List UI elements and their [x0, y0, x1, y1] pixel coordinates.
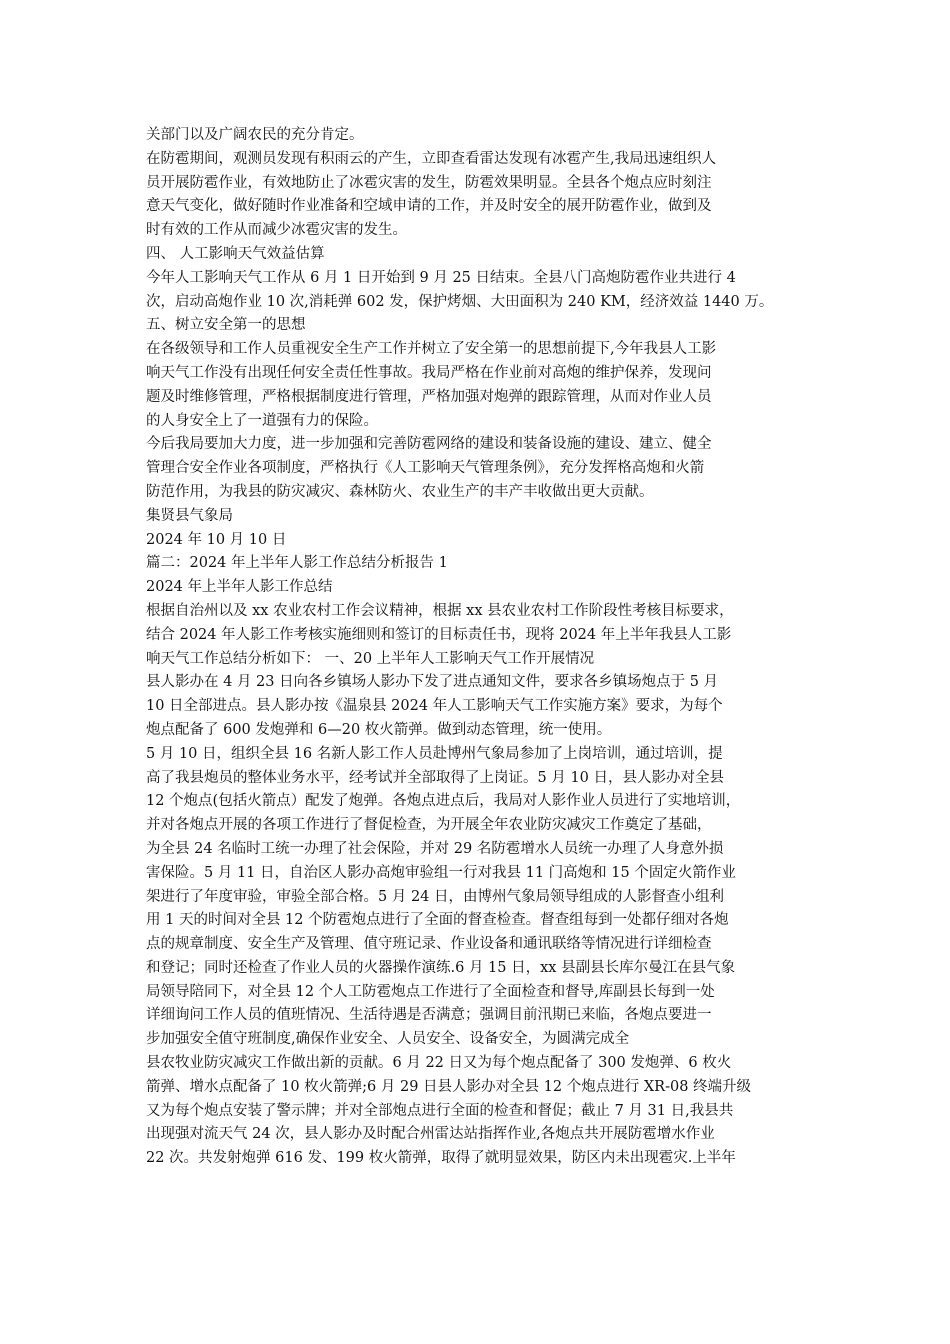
text-line: 响天气工作没有出现任何安全责任性事故。我局严格在作业前对高炮的维护保养，发现问: [146, 364, 712, 381]
part-title: 篇二：2024 年上半年人影工作总结分析报告 1: [146, 555, 448, 572]
report-title: 2024 年上半年人影工作总结: [146, 579, 333, 596]
document-body: [146, 124, 826, 1171]
text-line: 12 个炮点(包括火箭点）配发了炮弹。各炮点进点后，我局对人影作业人员进行了实地培训，: [146, 793, 741, 810]
text-line: 点的规章制度、安全生产及管理、值守班记录、作业设备和通讯联络等情况进行详细检查: [146, 936, 712, 953]
text-line: 在各级领导和工作人员重视安全生产工作并树立了安全第一的思想前提下,今年我县人工影: [146, 341, 717, 358]
text-line: 为全县 24 名临时工统一办理了社会保险，并对 29 名防雹增水人员统一办理了人身意外损: [146, 840, 724, 857]
text-line: 今年人工影响天气工作从 6 月 1 日开始到 9 月 25 日结束。全县八门高炮防雹作业共进行 4: [146, 269, 736, 286]
text-line: 高了我县炮员的整体业务水平，经考试并全部取得了上岗证。5 月 10 日，县人影办对全县: [146, 769, 724, 786]
text-line: 局领导陪同下，对全县 12 个人工防雹炮点工作进行了全面检查和督导,库副县长每到一处: [146, 983, 715, 1000]
text-line: 又为每个炮点安装了警示牌；并对全部炮点进行全面的检查和督促；截止 7 月 31 日,我县共: [146, 1102, 734, 1119]
text-line: 22 次。共发射炮弹 616 发、199 枚火箭弹，取得了就明显效果，防区内未出现雹灾.上半年: [146, 1150, 736, 1167]
text-line: 县人影办在 4 月 23 日向各乡镇场人影办下发了进点通知文件，要求各乡镇场炮点于 5 月: [146, 674, 719, 691]
text-line: 在防雹期间，观测员发现有积雨云的产生，立即查看雷达发现有冰雹产生,我局迅速组织人: [146, 150, 717, 167]
text-line: 害保险。5 月 11 日，自治区人影办高炮审验组一行对我县 11 门高炮和 15 个固定火箭作业: [146, 864, 736, 881]
signature-org: 集贤县气象局: [146, 507, 233, 524]
text-line: 炮点配备了 600 发炮弹和 6—20 枚火箭弹。做到动态管理，统一使用。: [146, 721, 612, 738]
text-line: 5 月 10 日，组织全县 16 名新人影工作人员赴博州气象局参加了上岗培训，通过培训，提: [146, 745, 723, 762]
text-line: 的人身安全上了一道强有力的保险。: [146, 412, 378, 429]
text-line: 次，启动高炮作业 10 次,消耗弹 602 发，保护烤烟、大田面积为 240 KM，经济效益 1440 万。: [146, 293, 774, 310]
text-line: 10 日全部进点。县人影办按《温泉县 2024 年人工影响天气工作实施方案》要求，为每个: [146, 698, 723, 715]
text-line: 题及时维修管理，严格根据制度进行管理，严格加强对炮弹的跟踪管理，从而对作业人员: [146, 388, 712, 405]
text-line: 结合 2024 年人影工作考核实施细则和签订的目标责任书，现将 2024 年上半年我县人工影: [146, 626, 732, 643]
text-line: 详细询问工作人员的值班情况、生活待遇是否满意；强调目前汛期已来临，各炮点要进一: [146, 1007, 712, 1024]
text-line: 响天气工作总结分析如下： 一、20 上半年人工影响天气工作开展情况: [146, 650, 595, 667]
text-line: 架进行了年度审验，审验全部合格。5 月 24 日，由博州气象局领导组成的人影督查小组利: [146, 888, 724, 905]
text-line: 员开展防雹作业，有效地防止了冰雹灾害的发生，防雹效果明显。全县各个炮点应时刻注: [146, 174, 712, 191]
text-line: 县农牧业防灾减灾工作做出新的贡献。6 月 22 日又为每个炮点配备了 300 发炮弹、6 枚火: [146, 1055, 732, 1072]
section-heading: 四、 人工影响天气效益估算: [146, 245, 325, 262]
text-line: 关部门以及广阔农民的充分肯定。: [146, 127, 364, 143]
text-line: 步加强安全值守班制度,确保作业安全、人员安全、设备安全，为圆满完成全: [146, 1031, 630, 1048]
text-line: 今后我局要加大力度，进一步加强和完善防雹网络的建设和装备设施的建设、建立、健全: [146, 436, 712, 453]
signature-date: 2024 年 10 月 10 日: [146, 531, 287, 548]
text-line: 根据自治州以及 xx 农业农村工作会议精神，根据 xx 县农业农村工作阶段性考核目标要求，: [146, 602, 734, 619]
text-line: 出现强对流天气 24 次，县人影办及时配合州雷达站指挥作业,各炮点共开展防雹增水作业: [146, 1126, 715, 1143]
text-line: 和登记；同时还检查了作业人员的火器操作演练.6 月 15 日，xx 县副县长库尔曼江在县气象: [146, 959, 736, 976]
text-line: 箭弹、增水点配备了 10 枚火箭弹;6 月 29 日县人影办对全县 12 个炮点进行 XR-08 终端升级: [146, 1078, 752, 1095]
text-line: 时有效的工作从而减少冰雹灾害的发生。: [146, 222, 407, 239]
text-line: 用 1 天的时间对全县 12 个防雹炮点进行了全面的督查检查。督查组每到一处都仔细对各炮: [146, 912, 729, 929]
section-heading: 五、树立安全第一的思想: [146, 317, 306, 334]
text-line: 管理合安全作业各项制度，严格执行《人工影响天气管理条例》，充分发挥格高炮和火箭: [146, 460, 705, 477]
text-line: 意天气变化，做好随时作业准备和空域申请的工作，并及时安全的展开防雹作业，做到及: [146, 198, 712, 215]
text-line: 并对各炮点开展的各项工作进行了督促检查，为开展全年农业防灾减灾工作奠定了基础，: [146, 817, 712, 834]
text-line: 防范作用，为我县的防灾减灾、森林防火、农业生产的丰产丰收做出更大贡献。: [146, 483, 654, 500]
